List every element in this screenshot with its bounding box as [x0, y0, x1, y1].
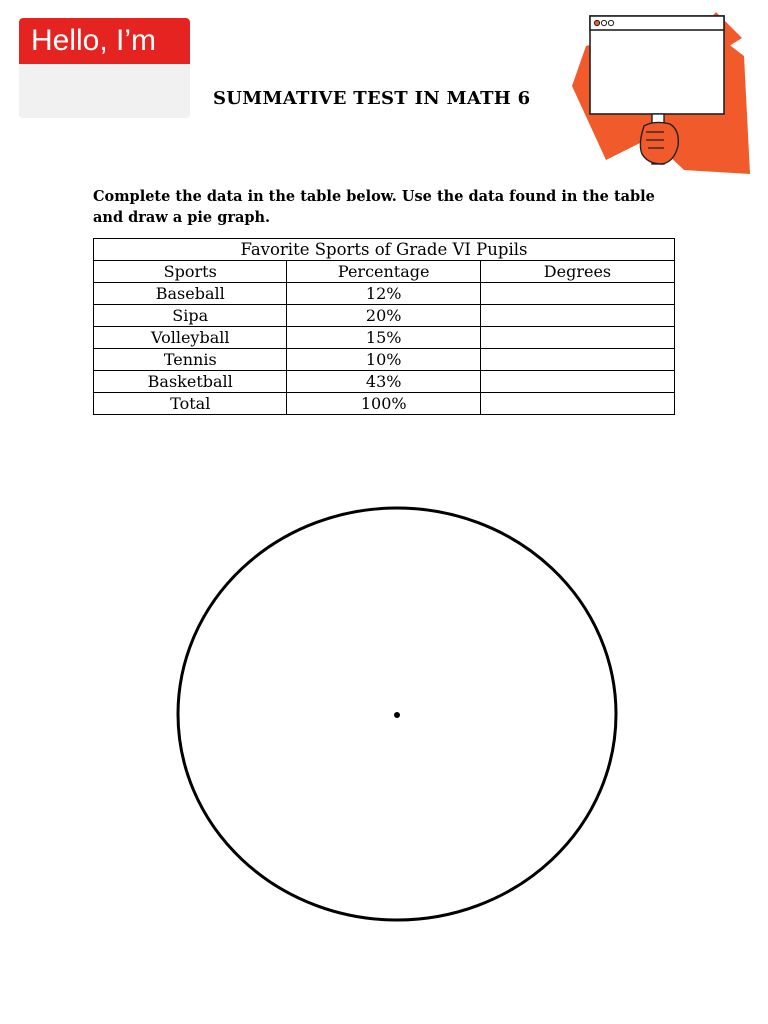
percentage-cell: 20% [287, 305, 480, 327]
total-degrees-cell[interactable] [480, 393, 674, 415]
percentage-cell: 43% [287, 371, 480, 393]
sport-cell: Volleyball [94, 327, 287, 349]
table-row [94, 283, 675, 305]
percentage-cell: 10% [287, 349, 480, 371]
degrees-cell[interactable] [480, 327, 674, 349]
header-percentage: Percentage [287, 261, 480, 283]
table-total-row [94, 393, 675, 415]
total-label-cell: Total [94, 393, 287, 415]
table-row [94, 327, 675, 349]
total-percentage-cell: 100% [287, 393, 480, 415]
sport-cell: Sipa [94, 305, 287, 327]
degrees-cell[interactable] [480, 283, 674, 305]
blank-pie-graph-circle[interactable] [176, 505, 618, 923]
table-header-row [94, 261, 675, 283]
browser-window-icon [590, 16, 724, 114]
page-title: SUMMATIVE TEST IN MATH 6 [213, 88, 531, 109]
sport-cell: Tennis [94, 349, 287, 371]
center-point [394, 712, 400, 718]
instructions-text: Complete the data in the table below. Use the data found in the table and draw a pie graph. [93, 188, 655, 226]
table-caption: Favorite Sports of Grade VI Pupils [94, 239, 675, 261]
degrees-cell[interactable] [480, 349, 674, 371]
name-tag-label: Hello, I’m [19, 18, 190, 64]
degrees-cell[interactable] [480, 371, 674, 393]
percentage-cell: 15% [287, 327, 480, 349]
header-sports: Sports [94, 261, 287, 283]
table-row [94, 371, 675, 393]
sport-cell: Basketball [94, 371, 287, 393]
table-caption-row [94, 239, 675, 261]
hello-name-tag [19, 18, 190, 118]
favorite-sports-table [93, 238, 675, 415]
table-row [94, 305, 675, 327]
header-degrees: Degrees [480, 261, 674, 283]
table-row [94, 349, 675, 371]
percentage-cell: 12% [287, 283, 480, 305]
protest-sign-illustration [566, 8, 752, 178]
sport-cell: Baseball [94, 283, 287, 305]
degrees-cell[interactable] [480, 305, 674, 327]
hand-icon [640, 122, 678, 164]
